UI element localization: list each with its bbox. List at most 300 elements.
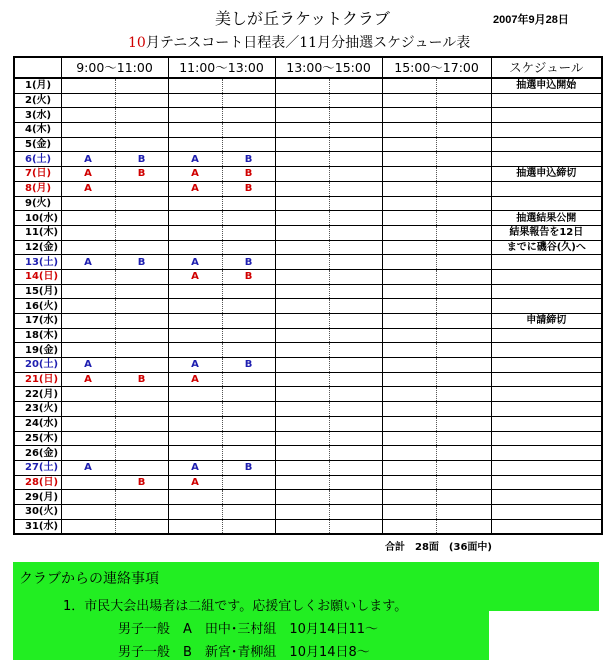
table-row bbox=[14, 196, 602, 211]
court-cell bbox=[329, 196, 382, 211]
court-cell bbox=[382, 299, 436, 314]
court-cell bbox=[329, 269, 382, 284]
court-cell bbox=[329, 152, 382, 167]
court-cell bbox=[382, 372, 436, 387]
table-row bbox=[14, 343, 602, 358]
court-cell bbox=[222, 431, 275, 446]
table-row bbox=[14, 299, 602, 314]
court-cell bbox=[275, 519, 329, 534]
court-cell bbox=[115, 93, 168, 108]
court-cell bbox=[61, 93, 115, 108]
schedule-cell bbox=[491, 343, 602, 358]
day-label: 23(火) bbox=[14, 402, 61, 417]
court-cell bbox=[61, 137, 115, 152]
court-cell bbox=[329, 314, 382, 329]
court-cell bbox=[436, 137, 491, 152]
court-cell bbox=[61, 446, 115, 461]
court-cell bbox=[382, 167, 436, 182]
court-cell bbox=[275, 196, 329, 211]
court-cell bbox=[436, 431, 491, 446]
table-row bbox=[14, 181, 602, 196]
court-cell bbox=[222, 490, 275, 505]
schedule-cell bbox=[491, 416, 602, 431]
court-cell bbox=[382, 123, 436, 138]
court-cell bbox=[222, 211, 275, 226]
court-cell bbox=[436, 211, 491, 226]
court-cell bbox=[382, 196, 436, 211]
table-row bbox=[14, 255, 602, 270]
court-cell bbox=[222, 504, 275, 519]
court-cell bbox=[275, 240, 329, 255]
court-cell bbox=[275, 431, 329, 446]
schedule-cell bbox=[491, 123, 602, 138]
subtitle-month: 10 bbox=[128, 35, 146, 51]
court-cell bbox=[382, 431, 436, 446]
day-label: 14(日) bbox=[14, 269, 61, 284]
court-cell bbox=[329, 211, 382, 226]
court-cell bbox=[61, 108, 115, 123]
day-label: 17(水) bbox=[14, 314, 61, 329]
court-cell bbox=[61, 431, 115, 446]
court-cell bbox=[329, 490, 382, 505]
court-cell bbox=[115, 314, 168, 329]
schedule-cell bbox=[491, 475, 602, 490]
court-cell bbox=[275, 181, 329, 196]
court-cell bbox=[222, 299, 275, 314]
day-label: 12(金) bbox=[14, 240, 61, 255]
court-cell bbox=[329, 284, 382, 299]
court-cell bbox=[329, 358, 382, 373]
day-label: 30(火) bbox=[14, 504, 61, 519]
court-cell bbox=[382, 225, 436, 240]
court-cell bbox=[382, 475, 436, 490]
court-cell bbox=[275, 446, 329, 461]
court-cell bbox=[61, 504, 115, 519]
schedule-cell bbox=[491, 504, 602, 519]
table-row bbox=[14, 108, 602, 123]
court-cell bbox=[61, 490, 115, 505]
notice-line-2: 男子一般 A 田中･三村組 10月14日11～ bbox=[118, 622, 379, 637]
day-label: 1(月) bbox=[14, 78, 61, 93]
court-cell bbox=[436, 152, 491, 167]
court-cell bbox=[115, 446, 168, 461]
day-label: 29(月) bbox=[14, 490, 61, 505]
table-row bbox=[14, 93, 602, 108]
schedule-cell bbox=[491, 358, 602, 373]
court-cell bbox=[329, 416, 382, 431]
court-cell bbox=[382, 152, 436, 167]
court-cell: A bbox=[168, 460, 222, 475]
court-cell bbox=[275, 314, 329, 329]
court-cell bbox=[222, 93, 275, 108]
court-cell: A bbox=[61, 152, 115, 167]
day-label: 27(土) bbox=[14, 460, 61, 475]
court-cell: A bbox=[168, 167, 222, 182]
schedule-cell bbox=[491, 137, 602, 152]
day-label: 13(土) bbox=[14, 255, 61, 270]
court-cell bbox=[436, 328, 491, 343]
schedule-cell bbox=[491, 431, 602, 446]
court-cell bbox=[115, 387, 168, 402]
court-cell: A bbox=[168, 372, 222, 387]
day-label: 2(火) bbox=[14, 93, 61, 108]
court-cell bbox=[329, 181, 382, 196]
schedule-cell bbox=[491, 269, 602, 284]
day-label: 31(水) bbox=[14, 519, 61, 534]
court-cell bbox=[275, 284, 329, 299]
table-row bbox=[14, 372, 602, 387]
court-cell bbox=[275, 343, 329, 358]
court-cell bbox=[115, 519, 168, 534]
court-cell bbox=[222, 314, 275, 329]
court-cell bbox=[168, 93, 222, 108]
header-day bbox=[14, 57, 61, 78]
court-cell bbox=[168, 240, 222, 255]
court-cell bbox=[222, 284, 275, 299]
court-cell bbox=[61, 225, 115, 240]
court-cell bbox=[329, 343, 382, 358]
court-cell bbox=[222, 475, 275, 490]
court-cell: A bbox=[61, 255, 115, 270]
court-cell bbox=[436, 402, 491, 417]
court-cell bbox=[382, 314, 436, 329]
court-cell: B bbox=[115, 372, 168, 387]
court-cell bbox=[382, 240, 436, 255]
court-cell bbox=[436, 490, 491, 505]
day-label: 4(木) bbox=[14, 123, 61, 138]
court-cell: B bbox=[222, 269, 275, 284]
court-cell bbox=[275, 78, 329, 93]
court-cell bbox=[329, 387, 382, 402]
court-cell bbox=[436, 240, 491, 255]
table-row bbox=[14, 123, 602, 138]
court-cell bbox=[115, 402, 168, 417]
court-cell bbox=[115, 299, 168, 314]
court-cell bbox=[329, 78, 382, 93]
court-cell bbox=[382, 402, 436, 417]
court-cell bbox=[168, 519, 222, 534]
day-label: 9(火) bbox=[14, 196, 61, 211]
court-cell bbox=[329, 328, 382, 343]
court-cell bbox=[222, 108, 275, 123]
table-row bbox=[14, 328, 602, 343]
table-row bbox=[14, 225, 602, 240]
court-cell bbox=[168, 123, 222, 138]
court-cell bbox=[382, 387, 436, 402]
document-subtitle bbox=[128, 32, 470, 52]
table-row bbox=[14, 211, 602, 226]
table-row bbox=[14, 475, 602, 490]
court-cell bbox=[382, 181, 436, 196]
table-row bbox=[14, 460, 602, 475]
court-cell bbox=[222, 372, 275, 387]
court-cell: A bbox=[168, 269, 222, 284]
court-cell: B bbox=[222, 181, 275, 196]
schedule-cell bbox=[491, 181, 602, 196]
court-cell bbox=[436, 284, 491, 299]
court-cell bbox=[115, 284, 168, 299]
court-cell bbox=[168, 402, 222, 417]
court-cell bbox=[61, 284, 115, 299]
schedule-cell: 結果報告を12日 bbox=[491, 225, 602, 240]
court-cell bbox=[329, 402, 382, 417]
court-cell bbox=[275, 108, 329, 123]
court-cell bbox=[275, 475, 329, 490]
court-cell bbox=[168, 387, 222, 402]
table-row bbox=[14, 519, 602, 534]
schedule-cell bbox=[491, 490, 602, 505]
day-label: 25(木) bbox=[14, 431, 61, 446]
court-cell bbox=[275, 93, 329, 108]
court-cell bbox=[382, 211, 436, 226]
court-cell bbox=[115, 416, 168, 431]
court-cell bbox=[436, 387, 491, 402]
table-row bbox=[14, 358, 602, 373]
day-label: 28(日) bbox=[14, 475, 61, 490]
court-cell bbox=[436, 314, 491, 329]
notice-line-1: 1．市民大会出場者は二組です。応援宜しくお願いします。 bbox=[63, 599, 408, 614]
table-row bbox=[14, 269, 602, 284]
court-cell bbox=[329, 372, 382, 387]
day-label: 7(日) bbox=[14, 167, 61, 182]
court-cell: A bbox=[61, 167, 115, 182]
court-cell bbox=[61, 314, 115, 329]
court-cell bbox=[222, 387, 275, 402]
document-date: 2007年9月28日 bbox=[493, 14, 569, 26]
court-cell bbox=[222, 196, 275, 211]
court-cell bbox=[275, 387, 329, 402]
court-cell bbox=[382, 284, 436, 299]
court-cell bbox=[382, 255, 436, 270]
court-cell bbox=[222, 240, 275, 255]
court-cell: A bbox=[168, 152, 222, 167]
schedule-body bbox=[14, 78, 602, 534]
court-cell bbox=[115, 343, 168, 358]
court-cell bbox=[436, 343, 491, 358]
day-label: 20(土) bbox=[14, 358, 61, 373]
day-label: 24(水) bbox=[14, 416, 61, 431]
court-cell: B bbox=[222, 460, 275, 475]
court-cell bbox=[222, 328, 275, 343]
court-cell bbox=[275, 225, 329, 240]
court-cell bbox=[115, 196, 168, 211]
court-cell bbox=[382, 137, 436, 152]
court-cell bbox=[275, 372, 329, 387]
court-cell bbox=[382, 93, 436, 108]
schedule-cell: 抽選結果公開 bbox=[491, 211, 602, 226]
court-cell bbox=[115, 78, 168, 93]
court-cell bbox=[61, 475, 115, 490]
court-cell: A bbox=[168, 255, 222, 270]
court-cell bbox=[168, 490, 222, 505]
court-cell bbox=[115, 225, 168, 240]
court-cell bbox=[168, 343, 222, 358]
court-cell bbox=[168, 431, 222, 446]
court-cell bbox=[222, 343, 275, 358]
court-cell bbox=[115, 137, 168, 152]
table-row bbox=[14, 504, 602, 519]
court-cell: A bbox=[168, 358, 222, 373]
court-cell bbox=[168, 299, 222, 314]
court-cell bbox=[436, 504, 491, 519]
court-cell bbox=[168, 504, 222, 519]
court-cell bbox=[382, 416, 436, 431]
day-label: 26(金) bbox=[14, 446, 61, 461]
court-cell bbox=[275, 152, 329, 167]
court-cell bbox=[382, 358, 436, 373]
court-cell bbox=[275, 460, 329, 475]
court-cell bbox=[436, 181, 491, 196]
court-cell bbox=[329, 167, 382, 182]
schedule-cell bbox=[491, 255, 602, 270]
table-row bbox=[14, 152, 602, 167]
day-label: 22(月) bbox=[14, 387, 61, 402]
header-slot-4: 15:00～17:00 bbox=[382, 57, 491, 78]
header-slot-1: 9:00～11:00 bbox=[61, 57, 168, 78]
day-label: 16(火) bbox=[14, 299, 61, 314]
court-cell bbox=[168, 78, 222, 93]
schedule-cell bbox=[491, 328, 602, 343]
court-cell bbox=[436, 225, 491, 240]
court-cell bbox=[222, 137, 275, 152]
court-cell: A bbox=[168, 181, 222, 196]
court-cell bbox=[436, 416, 491, 431]
court-cell bbox=[115, 211, 168, 226]
table-row bbox=[14, 387, 602, 402]
court-cell bbox=[436, 519, 491, 534]
header-schedule: スケジュール bbox=[491, 57, 602, 78]
table-row bbox=[14, 78, 602, 93]
schedule-cell bbox=[491, 93, 602, 108]
court-cell bbox=[382, 108, 436, 123]
court-cell: B bbox=[115, 475, 168, 490]
day-label: 6(土) bbox=[14, 152, 61, 167]
court-cell: A bbox=[61, 372, 115, 387]
table-row bbox=[14, 167, 602, 182]
court-cell bbox=[329, 93, 382, 108]
court-cell bbox=[436, 358, 491, 373]
court-cell bbox=[436, 78, 491, 93]
court-cell bbox=[61, 196, 115, 211]
schedule-cell bbox=[491, 196, 602, 211]
court-cell: A bbox=[61, 181, 115, 196]
court-cell bbox=[61, 123, 115, 138]
court-cell bbox=[61, 343, 115, 358]
court-cell bbox=[115, 108, 168, 123]
table-row bbox=[14, 137, 602, 152]
day-label: 5(金) bbox=[14, 137, 61, 152]
court-cell bbox=[382, 490, 436, 505]
table-row bbox=[14, 240, 602, 255]
court-cell bbox=[436, 167, 491, 182]
court-cell bbox=[275, 402, 329, 417]
day-label: 19(金) bbox=[14, 343, 61, 358]
court-cell bbox=[329, 475, 382, 490]
table-row bbox=[14, 431, 602, 446]
court-cell bbox=[115, 431, 168, 446]
court-cell bbox=[275, 299, 329, 314]
court-cell bbox=[61, 402, 115, 417]
day-label: 21(日) bbox=[14, 372, 61, 387]
court-cell bbox=[382, 328, 436, 343]
court-cell bbox=[168, 196, 222, 211]
club-name: 美しが丘ラケットクラブ bbox=[215, 9, 390, 28]
court-cell bbox=[275, 255, 329, 270]
court-cell bbox=[168, 211, 222, 226]
court-cell bbox=[115, 358, 168, 373]
day-label: 3(水) bbox=[14, 108, 61, 123]
table-row bbox=[14, 490, 602, 505]
court-cell bbox=[382, 446, 436, 461]
court-cell bbox=[436, 460, 491, 475]
court-cell bbox=[222, 446, 275, 461]
court-cell: B bbox=[222, 255, 275, 270]
court-cell bbox=[168, 446, 222, 461]
table-header-row bbox=[14, 57, 602, 78]
court-cell bbox=[329, 460, 382, 475]
court-cell bbox=[436, 123, 491, 138]
court-cell bbox=[436, 255, 491, 270]
schedule-cell bbox=[491, 284, 602, 299]
court-cell bbox=[115, 181, 168, 196]
schedule-cell: 申請締切 bbox=[491, 314, 602, 329]
court-cell bbox=[115, 240, 168, 255]
court-cell bbox=[61, 240, 115, 255]
court-cell bbox=[115, 460, 168, 475]
court-cell: A bbox=[61, 358, 115, 373]
court-cell bbox=[436, 475, 491, 490]
court-cell bbox=[275, 211, 329, 226]
day-label: 8(月) bbox=[14, 181, 61, 196]
court-cell: B bbox=[115, 152, 168, 167]
court-cell bbox=[329, 108, 382, 123]
notice-title: クラブからの連絡事項 bbox=[19, 571, 159, 587]
court-cell bbox=[436, 299, 491, 314]
court-cell bbox=[168, 328, 222, 343]
court-total: 合計 28面 (36面中) bbox=[385, 542, 492, 553]
schedule-cell bbox=[491, 299, 602, 314]
court-cell bbox=[222, 78, 275, 93]
court-cell bbox=[329, 137, 382, 152]
schedule-cell bbox=[491, 108, 602, 123]
court-cell: B bbox=[222, 167, 275, 182]
day-label: 10(水) bbox=[14, 211, 61, 226]
court-cell bbox=[61, 416, 115, 431]
subtitle-text: 月テニスコート日程表／11月分抽選スケジュール表 bbox=[145, 35, 471, 51]
court-cell bbox=[222, 416, 275, 431]
court-cell bbox=[168, 108, 222, 123]
court-cell bbox=[222, 123, 275, 138]
table-row bbox=[14, 446, 602, 461]
day-label: 11(木) bbox=[14, 225, 61, 240]
court-cell bbox=[115, 328, 168, 343]
schedule-cell: までに磯谷(久)へ bbox=[491, 240, 602, 255]
court-cell bbox=[382, 504, 436, 519]
court-cell bbox=[382, 460, 436, 475]
court-cell bbox=[275, 490, 329, 505]
court-cell bbox=[115, 123, 168, 138]
court-cell bbox=[222, 519, 275, 534]
court-cell bbox=[275, 137, 329, 152]
court-cell bbox=[436, 269, 491, 284]
court-cell bbox=[436, 196, 491, 211]
court-cell: B bbox=[222, 358, 275, 373]
court-cell bbox=[168, 314, 222, 329]
court-cell bbox=[275, 358, 329, 373]
day-label: 18(木) bbox=[14, 328, 61, 343]
court-cell: A bbox=[61, 460, 115, 475]
court-cell bbox=[61, 299, 115, 314]
